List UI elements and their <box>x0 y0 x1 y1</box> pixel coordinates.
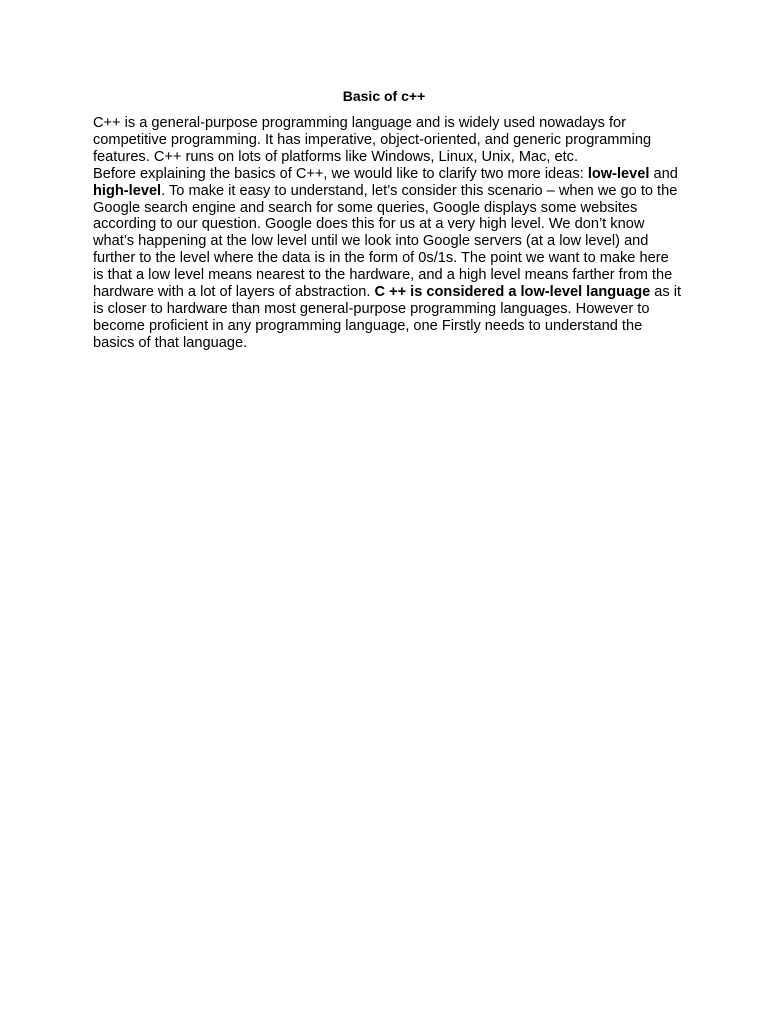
document-title: Basic of c++ <box>342 88 426 104</box>
paragraph-text: and <box>649 165 678 182</box>
paragraph-text: as it is closer to hardware than most general-purpose programming languages. However to become proficient in any programming language, one Firstly needs to understand the basics of that language. <box>93 284 682 351</box>
paragraph-intro: C++ is a general-purpose programming language and is widely used nowadays for competitive programming. It has imperative, object-oriented, and generic programming features. C++ runs on lots of platforms like Windows, Linux, Unix, Mac, etc. <box>93 115 652 165</box>
bold-statement-cpp-low-level: C ++ is considered a low-level language <box>374 284 651 301</box>
bold-term-low-level: low-level <box>587 165 650 182</box>
paragraph-text: Before explaining the basics of C++, we would like to clarify two more ideas: <box>93 165 588 182</box>
bold-term-high-level: high-level <box>93 182 162 199</box>
paragraph-levels <box>93 166 683 352</box>
document-body <box>93 115 683 352</box>
paragraph-text: . To make it easy to understand, let’s consider this scenario – when we go to the Google search engine and search for some queries, Google displays some websites according to our question. Google does this for us at a very high level. We don’t know what’s happening at the low level until we look into Google servers (at a low level) and further to the level where the data is in the form of 0s/1s. The point we want to make here is that a low level means nearest to the hardware, and a high level means farther from the hardware with a lot of layers of abstraction. <box>93 182 678 301</box>
